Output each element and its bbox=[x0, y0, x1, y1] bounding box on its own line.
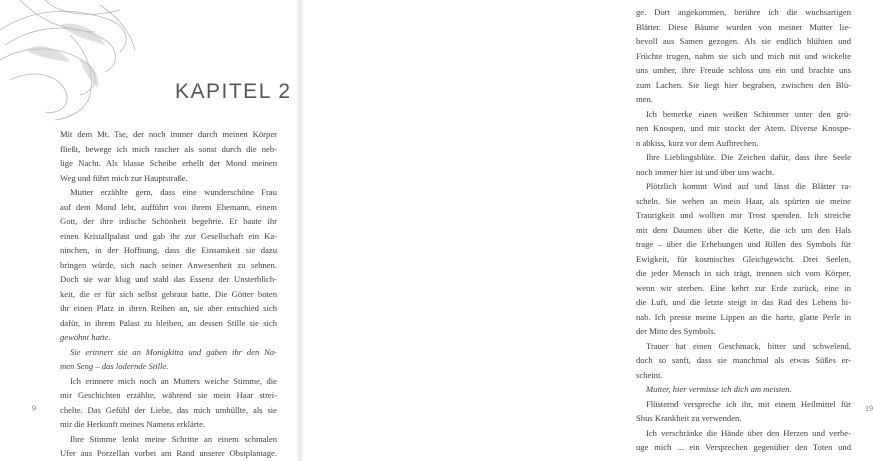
text-line: Früchte trugen, nahm sie sich und mich mit und wickelte bbox=[636, 50, 851, 61]
text-line: Ihre Stimme lenkt meine Schritte an einem schmalen bbox=[70, 433, 277, 444]
text-line: trage – über die Erhebungen und Rillen des Symbols für bbox=[636, 239, 851, 249]
left-page-text bbox=[60, 127, 277, 461]
text-line: Ich verschränke die Hände über den Herzen und verbe- bbox=[646, 427, 851, 438]
left-page bbox=[0, 0, 300, 461]
page-number-left: 9 bbox=[32, 404, 36, 413]
text-line: gewöhnt hatte. bbox=[60, 332, 111, 342]
text-line: scheint. bbox=[636, 369, 663, 380]
text-line: nen Knospen, und mir stockt der Atem. Diverse Knospe- bbox=[636, 123, 851, 133]
right-page-text bbox=[636, 5, 851, 455]
text-line: wenn wir sterben. Eine kehrt zur Erde zurück, eine in bbox=[636, 282, 851, 293]
text-line: Ich bemerke einen weißen Schimmer unter den grü- bbox=[646, 108, 851, 119]
text-line: die Luft, und die letzte steigt in das Rad des Lebens hi- bbox=[636, 297, 851, 307]
right-page bbox=[300, 0, 873, 461]
text-line: Gott, der ihre irdische Schönheit begehrte. Er baute ihr bbox=[60, 216, 277, 226]
text-line: nab. Ich presse meine Lippen an die harte, glatte Perle in bbox=[636, 311, 851, 322]
text-line: ihr einen Platz in ihren Reihen an, sie aber entschied sich bbox=[60, 303, 277, 313]
text-line: Mit dem Mt. Tse, der noch immer durch meinen Körper bbox=[60, 129, 277, 139]
text-line: Ewigkeit, für kosmisches Gleichgewicht. Drei Seelen, bbox=[636, 253, 851, 264]
text-line: auf dem Mond lebt, aufführt von ihrem Ehemann, einem bbox=[60, 201, 277, 212]
text-line: Traurigkeit und wollten mir Trost spenden. Ich streiche bbox=[636, 210, 851, 220]
text-line: die jeder Mensch in sich trägt, trennen sich vom Körper, bbox=[636, 268, 851, 278]
text-line: uns umher, ihre Freude schloss uns ein und brachte uns bbox=[636, 65, 851, 75]
text-line: Mutter, hier vermisse ich dich am meisten. bbox=[646, 384, 792, 394]
text-line: dafür, in ihrem Palast zu bleiben, an dessen Stille sie sich bbox=[60, 317, 277, 328]
text-line: ninchen, in der Hoffnung, dass die Einsamkeit sie dazu bbox=[60, 245, 277, 255]
text-line: ge. Dort angekommen, berühre ich die wuchsartigen bbox=[636, 7, 851, 17]
text-line: Doch sie war klug und stahl das Essenz der Unsterblich- bbox=[60, 274, 277, 284]
text-line: men Seng – das lodernde Stille. bbox=[60, 361, 169, 371]
floral-ornament-icon bbox=[0, 0, 140, 125]
text-line: men. bbox=[636, 94, 653, 104]
text-line: Mutter erzählte gern, dass eine wunderschöne Frau bbox=[70, 187, 277, 197]
text-line: n abkiss, kurz vor dem Aufbrechen. bbox=[636, 137, 759, 148]
text-line: Plötzlich kommt Wind auf und lässt die Blätter ra- bbox=[646, 181, 851, 191]
text-line: keit, die er für sich selbst gebraut hatte. Die Götter boten bbox=[60, 288, 277, 299]
text-line: noch immer hier ist und über uns wacht. bbox=[636, 166, 775, 177]
text-line: lige Nacht. Als blasse Scheibe erhellt der Mond meinen bbox=[60, 158, 277, 168]
page-number-right: 19 bbox=[865, 404, 873, 413]
text-line: Ich erinnere mich noch an Mutters weiche Stimme, die bbox=[70, 375, 277, 386]
text-line: uge mich ... ein Versprechen gegenüber den Toten und bbox=[636, 442, 851, 452]
text-line: chelte. Das Gefühl der Liebe, das mich umhüllte, als sie bbox=[60, 404, 277, 415]
text-line: Shus Krankheit zu verwenden. bbox=[636, 413, 742, 423]
text-line: scheln. Sie wehen an mein Haar, als spürten sie meine bbox=[636, 195, 851, 206]
text-line: der Mitte des Symbols. bbox=[636, 326, 716, 336]
text-line: Weg und führt mich zur Hauptstraße. bbox=[60, 172, 188, 183]
text-line: Sie erinnert sie an Monigkitta und gaben ihr den Na- bbox=[70, 346, 277, 357]
text-line: Flüsternd verspreche ich ihr, mit einem Heilmittel für bbox=[646, 398, 851, 409]
text-line: Ihre Lieblingsblüte. Die Zeichen dafür, dass ihre Seele bbox=[646, 152, 851, 162]
text-line: mit dem Daumen über die Kette, die ich um den Hals bbox=[636, 224, 851, 235]
text-line: zum Lachen. Sie liegt hier begraben, zwischen den Blü- bbox=[636, 79, 851, 90]
text-line: doch so sanft, dass sie manchmal als etwas Süßes er- bbox=[636, 355, 851, 365]
text-line: einen Kristallpalast und gab ihr zur Gesellschaft ein Ka- bbox=[60, 230, 277, 241]
text-line: mir die Herkunft meines Namens erklärte. bbox=[60, 419, 206, 429]
text-line: Ufer aus Porzellan vorbei am Rand unserer Obstplantage. bbox=[60, 448, 277, 458]
text-line: Trauer hat einen Geschmack, bitter und schwelend, bbox=[646, 340, 851, 351]
text-line: Blätter. Diese Bäume wurden von meiner Mutter lie- bbox=[636, 21, 851, 32]
text-line: bevoll aus Samen gezogen. Als sie endlich blühten und bbox=[636, 36, 851, 46]
text-line: bringen würde, sich nach seiner Anwesenheit zu sehnen. bbox=[60, 259, 277, 270]
chapter-title: KAPITEL 2 bbox=[175, 80, 292, 103]
text-line: fließt, bewege ich mich rascher als sonst durch die neb- bbox=[60, 143, 277, 154]
text-line: mir Geschichten erzählte, während sie mein Haar strei- bbox=[60, 390, 277, 400]
